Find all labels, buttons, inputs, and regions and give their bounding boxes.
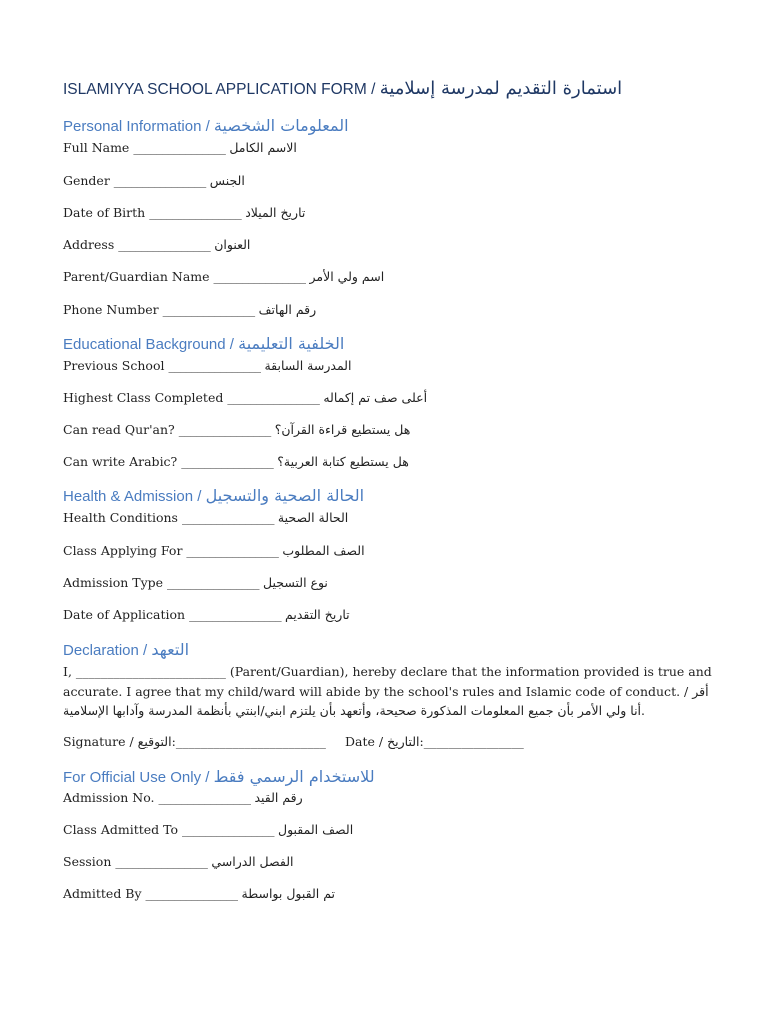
form-title [63, 78, 622, 99]
section-heading-education: Educational Background / الخلفية التعليمية [63, 334, 345, 353]
field-gender[interactable]: Gender ________________ الجنس [63, 173, 245, 188]
field-date-of-birth[interactable]: Date of Birth ________________ تاريخ الميلاد [63, 205, 306, 220]
field-can-read-quran[interactable]: Can read Qur'an? ________________ هل يستطيع قراءة القرآن؟ [63, 422, 411, 437]
field-can-write-arabic[interactable]: Can write Arabic? ________________ هل يستطيع كتابة العربية؟ [63, 454, 409, 469]
field-admission-type[interactable]: Admission Type ________________ نوع التسجيل [63, 575, 328, 590]
section-heading-health: Health & Admission / الحالة الصحية والتسجيل [63, 486, 365, 505]
field-health-conditions[interactable]: Health Conditions ________________ الحالة الصحية [63, 510, 349, 525]
field-session[interactable]: Session ________________ الفصل الدراسي [63, 854, 294, 869]
field-highest-class-completed[interactable]: Highest Class Completed ________________ أعلى صف تم إكماله [63, 390, 428, 405]
field-admission-no[interactable]: Admission No. ________________ رقم القيد [63, 790, 303, 805]
section-heading-personal: Personal Information / المعلومات الشخصية [63, 116, 349, 135]
field-class-applying-for[interactable]: Class Applying For ________________ الصف المطلوب [63, 543, 365, 558]
field-full-name[interactable]: Full Name ________________ الاسم الكامل [63, 140, 297, 155]
section-heading-official: For Official Use Only / للاستخدام الرسمي فقط [63, 767, 375, 786]
field-phone-number[interactable]: Phone Number ________________ رقم الهاتف [63, 302, 317, 317]
declaration-text: I, ________________________ (Parent/Guardian), hereby declare that the information provided is true and accurate. I agree that my child/ward will abide by the school's rules and Islamic code of conduct. / أقر أنا ولي الأمر بأن جميع المعلومات المذكورة صحيحة، وأتعهد بأن يلتزم ابني/ابنتي بأنظمة المدرسة وآدابها الإسلامية. [63, 664, 712, 718]
declaration-name-blank[interactable]: ________________________ [75, 664, 226, 679]
field-class-admitted-to[interactable]: Class Admitted To ________________ الصف المقبول [63, 822, 354, 837]
field-address[interactable]: Address ________________ العنوان [63, 237, 251, 252]
field-date-of-application[interactable]: Date of Application ________________ تاريخ التقديم [63, 607, 350, 622]
title-arabic: استمارة التقديم لمدرسة إسلامية [379, 78, 623, 99]
field-signature[interactable]: Signature / التوقيع:________________________ [63, 734, 326, 749]
field-parent-guardian-name[interactable]: Parent/Guardian Name ________________ اسم ولي الأمر [63, 269, 385, 284]
field-previous-school[interactable]: Previous School ________________ المدرسة السابقة [63, 358, 352, 373]
field-date[interactable]: Date / التاريخ:________________ [345, 734, 524, 749]
title-english: ISLAMIYYA SCHOOL APPLICATION FORM / [63, 81, 380, 98]
field-admitted-by[interactable]: Admitted By ________________ تم القبول بواسطة [63, 886, 336, 901]
section-heading-declaration: Declaration / التعهد [63, 640, 190, 659]
